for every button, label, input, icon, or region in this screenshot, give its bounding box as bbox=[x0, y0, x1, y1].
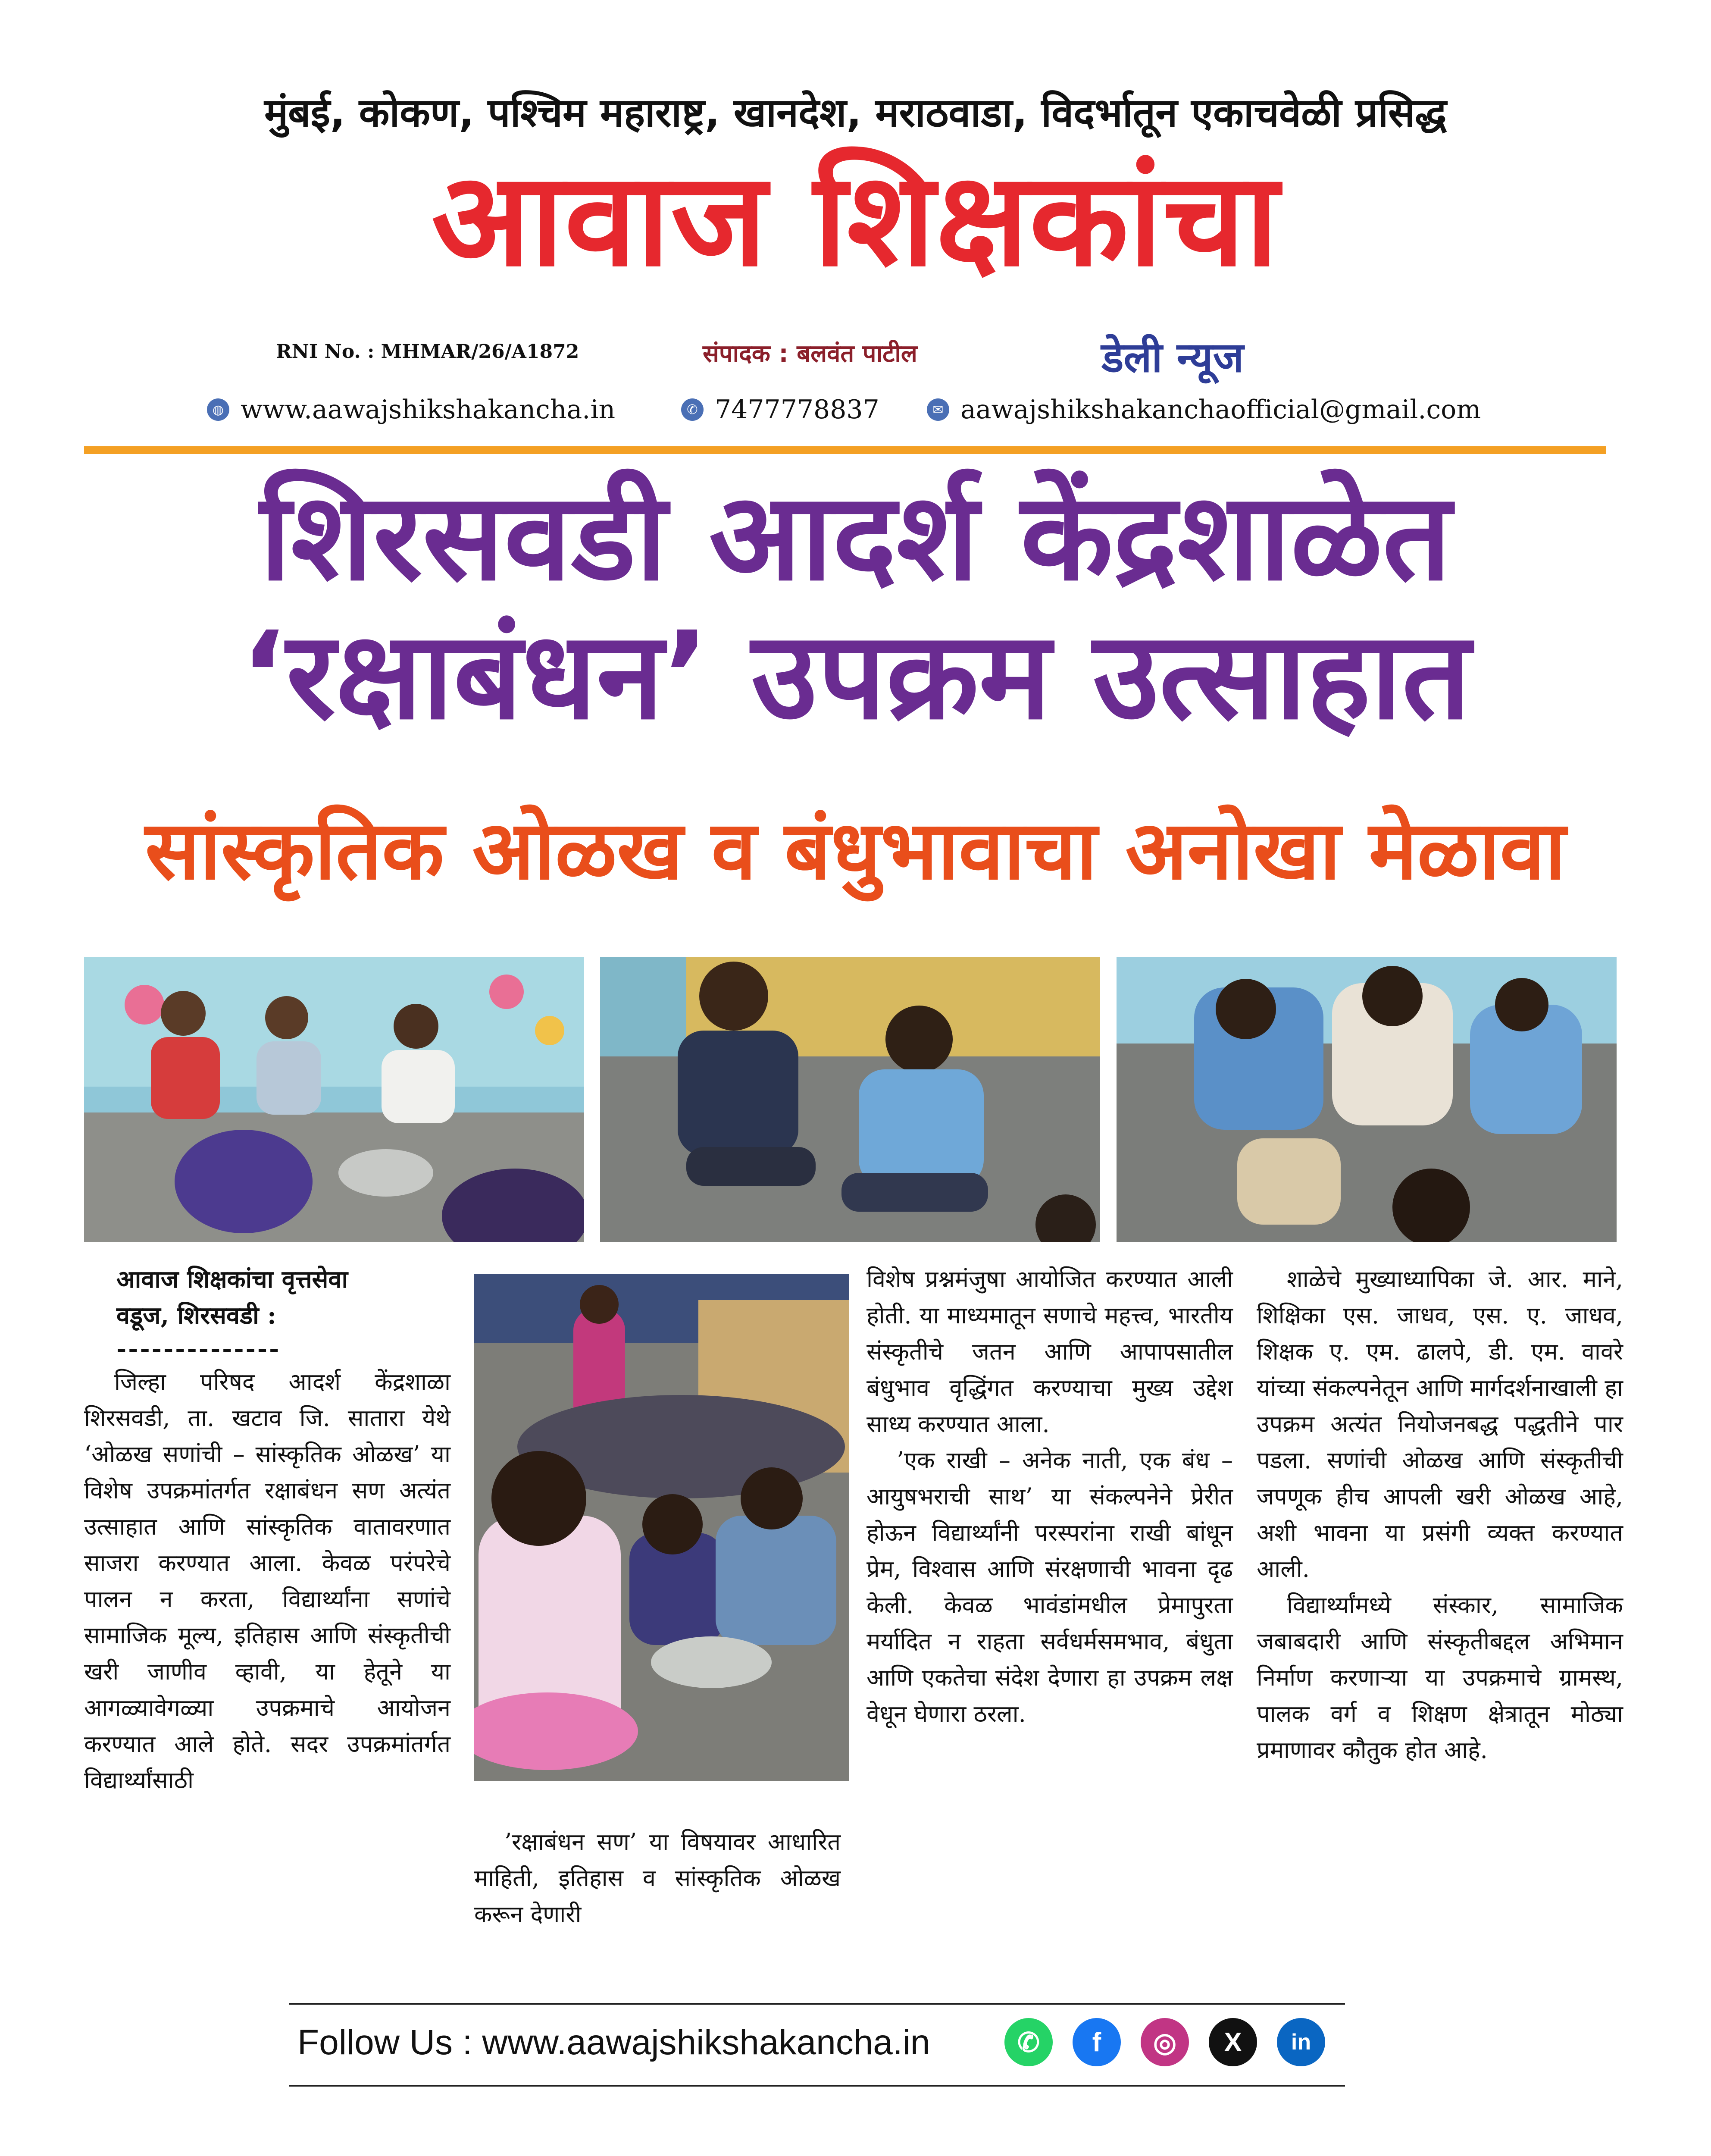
rni-number: RNI No. : MHMAR/26/A1872 bbox=[276, 341, 579, 363]
whatsapp-icon[interactable]: ✆ bbox=[1004, 2018, 1053, 2066]
subheadline: सांस्कृतिक ओळख व बंधुभावाचा अनोखा मेळावा bbox=[145, 803, 1566, 898]
byline-dateline: वडूज, शिरसवडी : bbox=[116, 1301, 276, 1330]
article-paragraph: ’एक राखी – अनेक नाती, एक बंध – आयुषभराची साथ’ या संकल्पनेने प्रेरीत होऊन विद्यार्थ्यांनी परस्परांना राखी बांधून प्रेम, विश्वास आणि संरक्षणाची भावना दृढ केली. केवळ भावंडांमधील प्रेमापुरता मर्यादित न राहता सर्वधर्मसमभाव, बंधुता आणि एकतेचा संदेश देणारा हा उपक्रम लक्ष वेधून घेणारा ठरला. bbox=[866, 1447, 1233, 1727]
article-paragraph: विद्यार्थ्यांमध्ये संस्कार, सामाजिक जबाबदारी आणि संस्कृतीबद्दल अभिमान निर्माण करणाऱ्या या उपक्रमाचे ग्रामस्थ, पालक वर्ग व शिक्षण क्षेत्रातून मोठ्या प्रमाणावर कौतुक होत आहे. bbox=[1257, 1592, 1623, 1764]
masthead-tagline: मुंबई, कोकण, पश्चिम महाराष्ट्र, खानदेश, मराठवाडा, विदर्भातून एकाचवेळी प्रसिद्ध bbox=[264, 90, 1447, 136]
phone-icon: ✆ bbox=[681, 398, 704, 421]
follow-us-text[interactable]: Follow Us : www.aawajshikshakancha.in bbox=[297, 2023, 930, 2062]
email-icon: ✉ bbox=[927, 398, 949, 421]
article-paragraph: विशेष प्रश्नमंजुषा आयोजित करण्यात आली होती. या माध्यमातून सणाचे महत्त्व, भारतीय संस्कृतीचे जतन आणि आपापसातील बंधुभाव वृद्धिंगत करण्याचा मुख्य उद्देश साध्य करण्यात आला. bbox=[866, 1266, 1233, 1438]
edition-label: डेली न्यूज bbox=[1101, 333, 1244, 382]
photo-students-circle bbox=[84, 957, 584, 1242]
phone-number[interactable]: 7477778837 bbox=[715, 395, 879, 425]
article-paragraph: जिल्हा परिषद आदर्श केंद्रशाळा शिरसवडी, ता. खटाव जि. सातारा येथे ‘ओळख सणांची – सांस्कृतिक ओळख’ या विशेष उपक्रमांतर्गत रक्षाबंधन सण अत्यंत उत्साहात आणि सांस्कृतिक वातावरणात साजरा करण्यात आला. केवळ परंपरेचे पालन न करता, विद्यार्थ्यांना सणांचे सामाजिक मूल्य, इतिहास आणि संस्कृतीची खरी जाणीव व्हावी, या हेतूने या आगळ्यावेगळ्या उपक्रमाचे आयोजन करण्यात आले होते. सदर उपक्रमांतर्गत विद्यार्थ्यांसाठी bbox=[84, 1368, 450, 1794]
byline-agency: आवाज शिक्षकांचा वृत्तसेवा bbox=[116, 1265, 348, 1294]
linkedin-icon[interactable]: in bbox=[1277, 2018, 1325, 2066]
editor-credit: संपादक : बलवंत पाटील bbox=[703, 340, 917, 368]
article-paragraph: ’रक्षाबंधन सण’ या विषयावर आधारित माहिती, इतिहास व सांस्कृतिक ओळख करून देणारी bbox=[474, 1828, 841, 1928]
article-column-3 bbox=[866, 1261, 1233, 1732]
article-paragraph: शाळेचे मुख्याध्यापिका जे. आर. माने, शिक्षिका एस. जाधव, एस. ए. जाधव, शिक्षक ए. एम. ढालपे, डी. एम. वावरे यांच्या संकल्पनेतून आणि मार्गदर्शनाखाली हा उपक्रम अत्यंत नियोजनबद्ध पद्धतीने पार पडला. सणांची ओळख आणि संस्कृतीची जपणूक हीच आपली खरी ओळख आहे, अशी भावना या प्रसंगी व्यक्त करण्यात आली. bbox=[1257, 1266, 1623, 1583]
instagram-icon[interactable]: ◎ bbox=[1141, 2018, 1189, 2066]
photo-rakhi-tying bbox=[1117, 957, 1617, 1242]
article-column-1 bbox=[84, 1261, 450, 1799]
website-link[interactable]: www.aawajshikshakancha.in bbox=[241, 395, 616, 425]
photo-girls-tying-rakhi bbox=[474, 1274, 849, 1781]
main-headline bbox=[0, 468, 1711, 746]
x-icon[interactable]: X bbox=[1209, 2018, 1257, 2066]
photo-boys-rakhi bbox=[600, 957, 1100, 1242]
article-column-2 bbox=[474, 1824, 841, 1933]
email-contact[interactable] bbox=[927, 395, 1481, 425]
globe-icon: ◍ bbox=[207, 398, 229, 421]
masthead-divider bbox=[84, 446, 1606, 454]
website-contact[interactable] bbox=[207, 395, 615, 425]
byline-divider: -------------- bbox=[116, 1335, 281, 1363]
phone-contact[interactable] bbox=[681, 395, 879, 425]
facebook-icon[interactable]: f bbox=[1073, 2018, 1121, 2066]
article-column-4 bbox=[1257, 1261, 1623, 1768]
newspaper-title: आवाज शिक्षकांचा bbox=[431, 144, 1280, 295]
footer-top-rule bbox=[289, 2003, 1345, 2005]
headline-line-1: शिरसवडी आदर्श केंद्रशाळेत bbox=[260, 467, 1451, 608]
footer-bottom-rule bbox=[289, 2085, 1345, 2087]
email-address[interactable]: aawajshikshakanchaofficial@gmail.com bbox=[960, 395, 1481, 425]
headline-line-2: ‘रक्षाबंधन’ उपक्रम उत्साहात bbox=[240, 606, 1471, 746]
